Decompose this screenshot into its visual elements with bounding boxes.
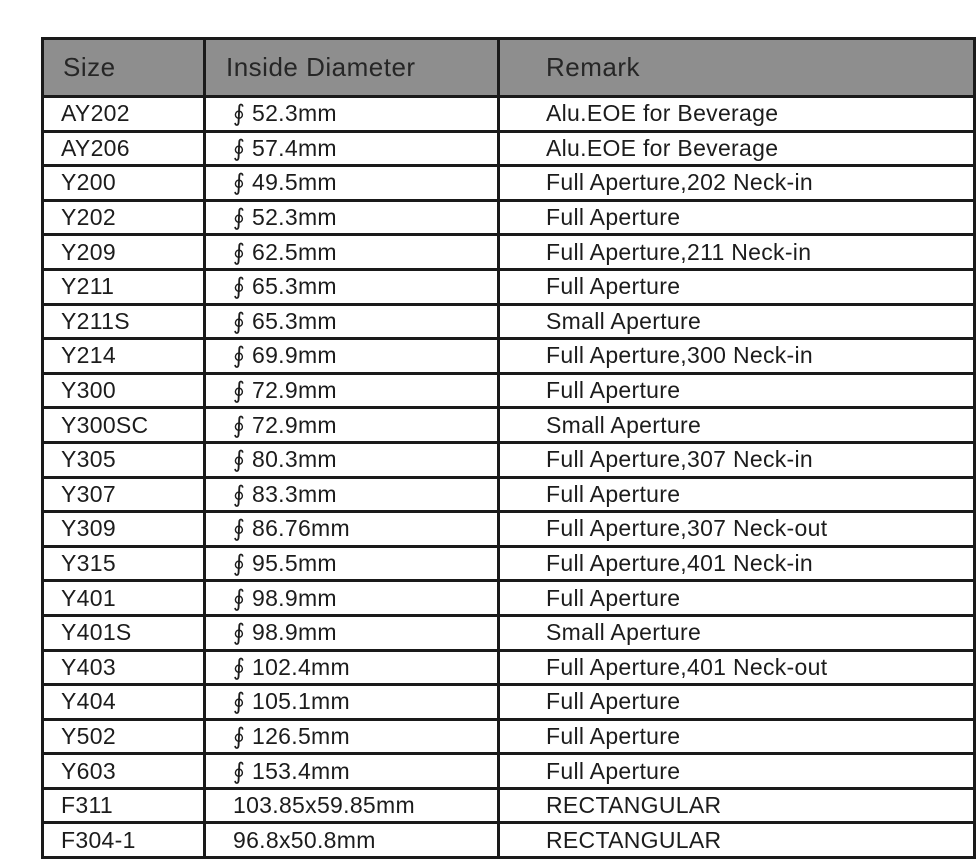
- cell-size: Y305: [43, 442, 205, 477]
- table-row: [43, 235, 975, 270]
- table-row: [43, 754, 975, 789]
- table-row: [43, 166, 975, 201]
- cell-remark: Full Aperture,307 Neck-out: [499, 512, 975, 547]
- cell-inside-diameter: ∮ 62.5mm: [205, 235, 499, 270]
- cell-remark: Full Aperture,211 Neck-in: [499, 235, 975, 270]
- table-body: [43, 97, 975, 858]
- cell-size: Y211S: [43, 304, 205, 339]
- cell-inside-diameter: ∮ 102.4mm: [205, 650, 499, 685]
- cell-inside-diameter: ∮ 72.9mm: [205, 373, 499, 408]
- table-row: [43, 477, 975, 512]
- table-row: [43, 442, 975, 477]
- table-row: [43, 788, 975, 823]
- table-row: [43, 581, 975, 616]
- table-row: [43, 408, 975, 443]
- cell-size: Y209: [43, 235, 205, 270]
- cell-remark: Full Aperture: [499, 269, 975, 304]
- table-row: [43, 373, 975, 408]
- cell-remark: Full Aperture: [499, 373, 975, 408]
- cell-inside-diameter: ∮ 69.9mm: [205, 339, 499, 374]
- table-row: [43, 685, 975, 720]
- cell-remark: Small Aperture: [499, 408, 975, 443]
- table-row: [43, 719, 975, 754]
- cell-inside-diameter: 103.85x59.85mm: [205, 788, 499, 823]
- cell-inside-diameter: ∮ 86.76mm: [205, 512, 499, 547]
- table-header: [43, 39, 975, 97]
- cell-size: F311: [43, 788, 205, 823]
- cell-size: Y200: [43, 166, 205, 201]
- cell-remark: Full Aperture: [499, 719, 975, 754]
- cell-remark: Small Aperture: [499, 304, 975, 339]
- cell-size: Y401: [43, 581, 205, 616]
- cell-remark: RECTANGULAR: [499, 823, 975, 858]
- cell-inside-diameter: ∮ 52.3mm: [205, 200, 499, 235]
- header-cell-size: Size: [43, 39, 205, 97]
- cell-remark: Small Aperture: [499, 615, 975, 650]
- table-row: [43, 200, 975, 235]
- cell-size: Y214: [43, 339, 205, 374]
- cell-size: AY202: [43, 97, 205, 132]
- cell-size: Y401S: [43, 615, 205, 650]
- cell-size: AY206: [43, 131, 205, 166]
- cell-size: Y315: [43, 546, 205, 581]
- cell-inside-diameter: ∮ 65.3mm: [205, 304, 499, 339]
- cell-remark: Full Aperture,307 Neck-in: [499, 442, 975, 477]
- cell-size: Y502: [43, 719, 205, 754]
- cell-inside-diameter: ∮ 98.9mm: [205, 615, 499, 650]
- header-row: [43, 39, 975, 97]
- cell-remark: Full Aperture,300 Neck-in: [499, 339, 975, 374]
- cell-inside-diameter: 96.8x50.8mm: [205, 823, 499, 858]
- cell-size: F304-1: [43, 823, 205, 858]
- cell-size: Y300SC: [43, 408, 205, 443]
- table-row: [43, 650, 975, 685]
- size-spec-table: [41, 37, 976, 859]
- cell-remark: Full Aperture,401 Neck-in: [499, 546, 975, 581]
- cell-size: Y211: [43, 269, 205, 304]
- cell-remark: Alu.EOE for Beverage: [499, 97, 975, 132]
- cell-inside-diameter: ∮ 72.9mm: [205, 408, 499, 443]
- cell-remark: Full Aperture: [499, 581, 975, 616]
- table-row: [43, 304, 975, 339]
- cell-remark: Full Aperture,202 Neck-in: [499, 166, 975, 201]
- cell-inside-diameter: ∮ 105.1mm: [205, 685, 499, 720]
- cell-inside-diameter: ∮ 83.3mm: [205, 477, 499, 512]
- cell-inside-diameter: ∮ 95.5mm: [205, 546, 499, 581]
- header-cell-inside-diameter: Inside Diameter: [205, 39, 499, 97]
- cell-size: Y403: [43, 650, 205, 685]
- cell-inside-diameter: ∮ 57.4mm: [205, 131, 499, 166]
- cell-size: Y300: [43, 373, 205, 408]
- header-cell-remark: Remark: [499, 39, 975, 97]
- table-row: [43, 97, 975, 132]
- cell-inside-diameter: ∮ 52.3mm: [205, 97, 499, 132]
- cell-inside-diameter: ∮ 98.9mm: [205, 581, 499, 616]
- table-row: [43, 615, 975, 650]
- cell-remark: Full Aperture: [499, 200, 975, 235]
- table-row: [43, 823, 975, 858]
- cell-inside-diameter: ∮ 126.5mm: [205, 719, 499, 754]
- cell-remark: RECTANGULAR: [499, 788, 975, 823]
- cell-inside-diameter: ∮ 80.3mm: [205, 442, 499, 477]
- cell-remark: Full Aperture,401 Neck-out: [499, 650, 975, 685]
- cell-size: Y307: [43, 477, 205, 512]
- table-row: [43, 269, 975, 304]
- cell-inside-diameter: ∮ 153.4mm: [205, 754, 499, 789]
- cell-remark: Alu.EOE for Beverage: [499, 131, 975, 166]
- cell-size: Y404: [43, 685, 205, 720]
- cell-inside-diameter: ∮ 65.3mm: [205, 269, 499, 304]
- table-row: [43, 512, 975, 547]
- cell-remark: Full Aperture: [499, 477, 975, 512]
- table-row: [43, 546, 975, 581]
- table-row: [43, 339, 975, 374]
- cell-remark: Full Aperture: [499, 754, 975, 789]
- cell-size: Y309: [43, 512, 205, 547]
- cell-inside-diameter: ∮ 49.5mm: [205, 166, 499, 201]
- table-row: [43, 131, 975, 166]
- cell-size: Y202: [43, 200, 205, 235]
- cell-remark: Full Aperture: [499, 685, 975, 720]
- cell-size: Y603: [43, 754, 205, 789]
